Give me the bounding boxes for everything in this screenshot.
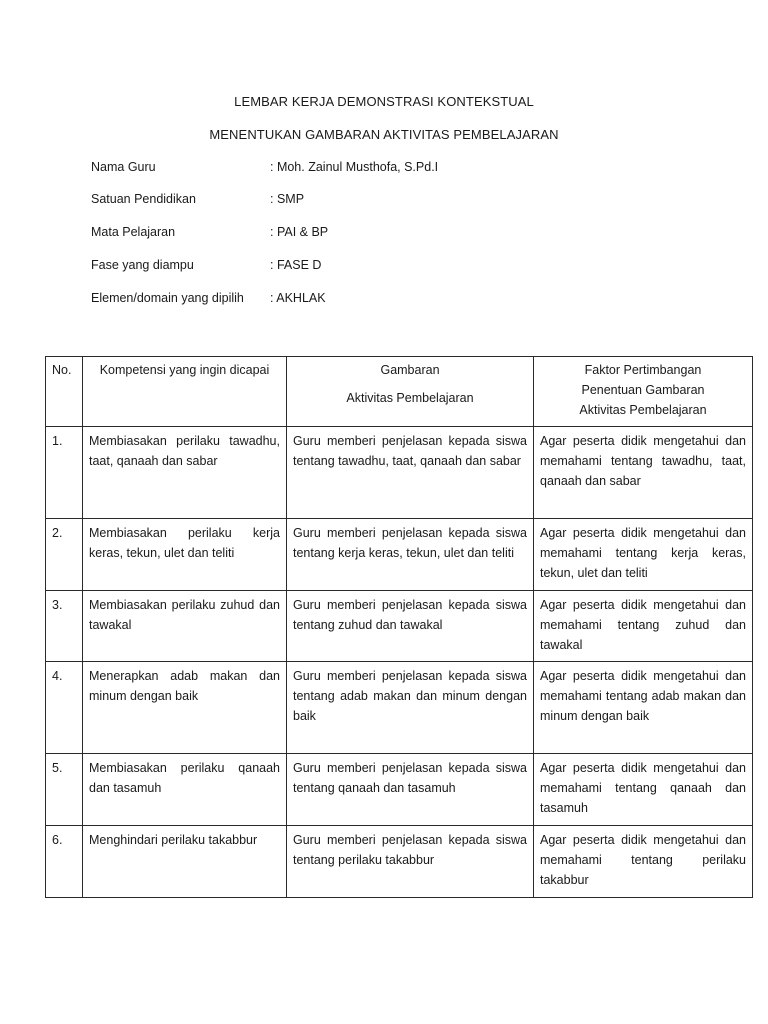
document-subtitle: MENENTUKAN GAMBARAN AKTIVITAS PEMBELAJARAN bbox=[209, 127, 559, 142]
row-kompetensi: Membiasakan perilaku qanaah dan tasamuh bbox=[83, 754, 287, 826]
header-faktor-line-3: Aktivitas Pembelajaran bbox=[579, 403, 707, 417]
row-gambaran: Guru memberi penjelasan kepada siswa tentang qanaah dan tasamuh bbox=[287, 754, 534, 826]
row-kompetensi: Menghindari perilaku takabbur bbox=[83, 826, 287, 898]
info-value: : FASE D bbox=[270, 258, 322, 272]
header-faktor-line-2: Penentuan Gambaran bbox=[581, 383, 705, 397]
activity-table bbox=[45, 356, 753, 898]
header-gambaran bbox=[287, 357, 534, 427]
row-number: 4. bbox=[46, 662, 83, 754]
document-title: LEMBAR KERJA DEMONSTRASI KONTEKSTUAL bbox=[234, 94, 534, 109]
row-kompetensi: Membiasakan perilaku zuhud dan tawakal bbox=[83, 591, 287, 662]
header-gambaran-line-2: Aktivitas Pembelajaran bbox=[346, 391, 474, 405]
table-row bbox=[46, 826, 753, 898]
info-label: Fase yang diampu bbox=[91, 258, 194, 272]
header-kompetensi: Kompetensi yang ingin dicapai bbox=[83, 357, 287, 427]
row-gambaran: Guru memberi penjelasan kepada siswa tentang adab makan dan minum dengan baik bbox=[287, 662, 534, 754]
header-faktor bbox=[534, 357, 753, 427]
row-gambaran: Guru memberi penjelasan kepada siswa tentang perilaku takabbur bbox=[287, 826, 534, 898]
row-number: 3. bbox=[46, 591, 83, 662]
row-faktor: Agar peserta didik mengetahui dan memahami tentang tawadhu, taat, qanaah dan sabar bbox=[534, 427, 753, 519]
info-label: Elemen/domain yang dipilih bbox=[91, 291, 244, 305]
table-row bbox=[46, 662, 753, 754]
row-faktor: Agar peserta didik mengetahui dan memahami tentang kerja keras, tekun, ulet dan teliti bbox=[534, 519, 753, 591]
table-row bbox=[46, 519, 753, 591]
row-faktor: Agar peserta didik mengetahui dan memahami tentang perilaku takabbur bbox=[534, 826, 753, 898]
table-row bbox=[46, 754, 753, 826]
row-gambaran: Guru memberi penjelasan kepada siswa tentang tawadhu, taat, qanaah dan sabar bbox=[287, 427, 534, 519]
info-value: : AKHLAK bbox=[270, 291, 326, 305]
header-no: No. bbox=[46, 357, 83, 427]
info-value: : Moh. Zainul Musthofa, S.Pd.I bbox=[270, 160, 439, 174]
row-number: 5. bbox=[46, 754, 83, 826]
table-header-row bbox=[46, 357, 753, 427]
info-value: : PAI & BP bbox=[270, 225, 329, 239]
row-gambaran: Guru memberi penjelasan kepada siswa tentang kerja keras, tekun, ulet dan teliti bbox=[287, 519, 534, 591]
info-label: Satuan Pendidikan bbox=[91, 192, 196, 206]
row-faktor: Agar peserta didik mengetahui dan memahami tentang adab makan dan minum dengan baik bbox=[534, 662, 753, 754]
row-kompetensi: Membiasakan perilaku tawadhu, taat, qanaah dan sabar bbox=[83, 427, 287, 519]
row-number: 6. bbox=[46, 826, 83, 898]
row-faktor: Agar peserta didik mengetahui dan memahami tentang qanaah dan tasamuh bbox=[534, 754, 753, 826]
table-row bbox=[46, 591, 753, 662]
info-value: : SMP bbox=[270, 192, 305, 206]
table-row bbox=[46, 427, 753, 519]
header-gambaran-line-1: Gambaran bbox=[380, 363, 440, 377]
row-kompetensi: Menerapkan adab makan dan minum dengan baik bbox=[83, 662, 287, 754]
header-faktor-line-1: Faktor Pertimbangan bbox=[584, 363, 702, 377]
info-label: Nama Guru bbox=[91, 160, 156, 174]
info-label: Mata Pelajaran bbox=[91, 225, 176, 239]
row-number: 1. bbox=[46, 427, 83, 519]
row-faktor: Agar peserta didik mengetahui dan memahami tentang zuhud dan tawakal bbox=[534, 591, 753, 662]
row-gambaran: Guru memberi penjelasan kepada siswa tentang zuhud dan tawakal bbox=[287, 591, 534, 662]
row-number: 2. bbox=[46, 519, 83, 591]
row-kompetensi: Membiasakan perilaku kerja keras, tekun, ulet dan teliti bbox=[83, 519, 287, 591]
